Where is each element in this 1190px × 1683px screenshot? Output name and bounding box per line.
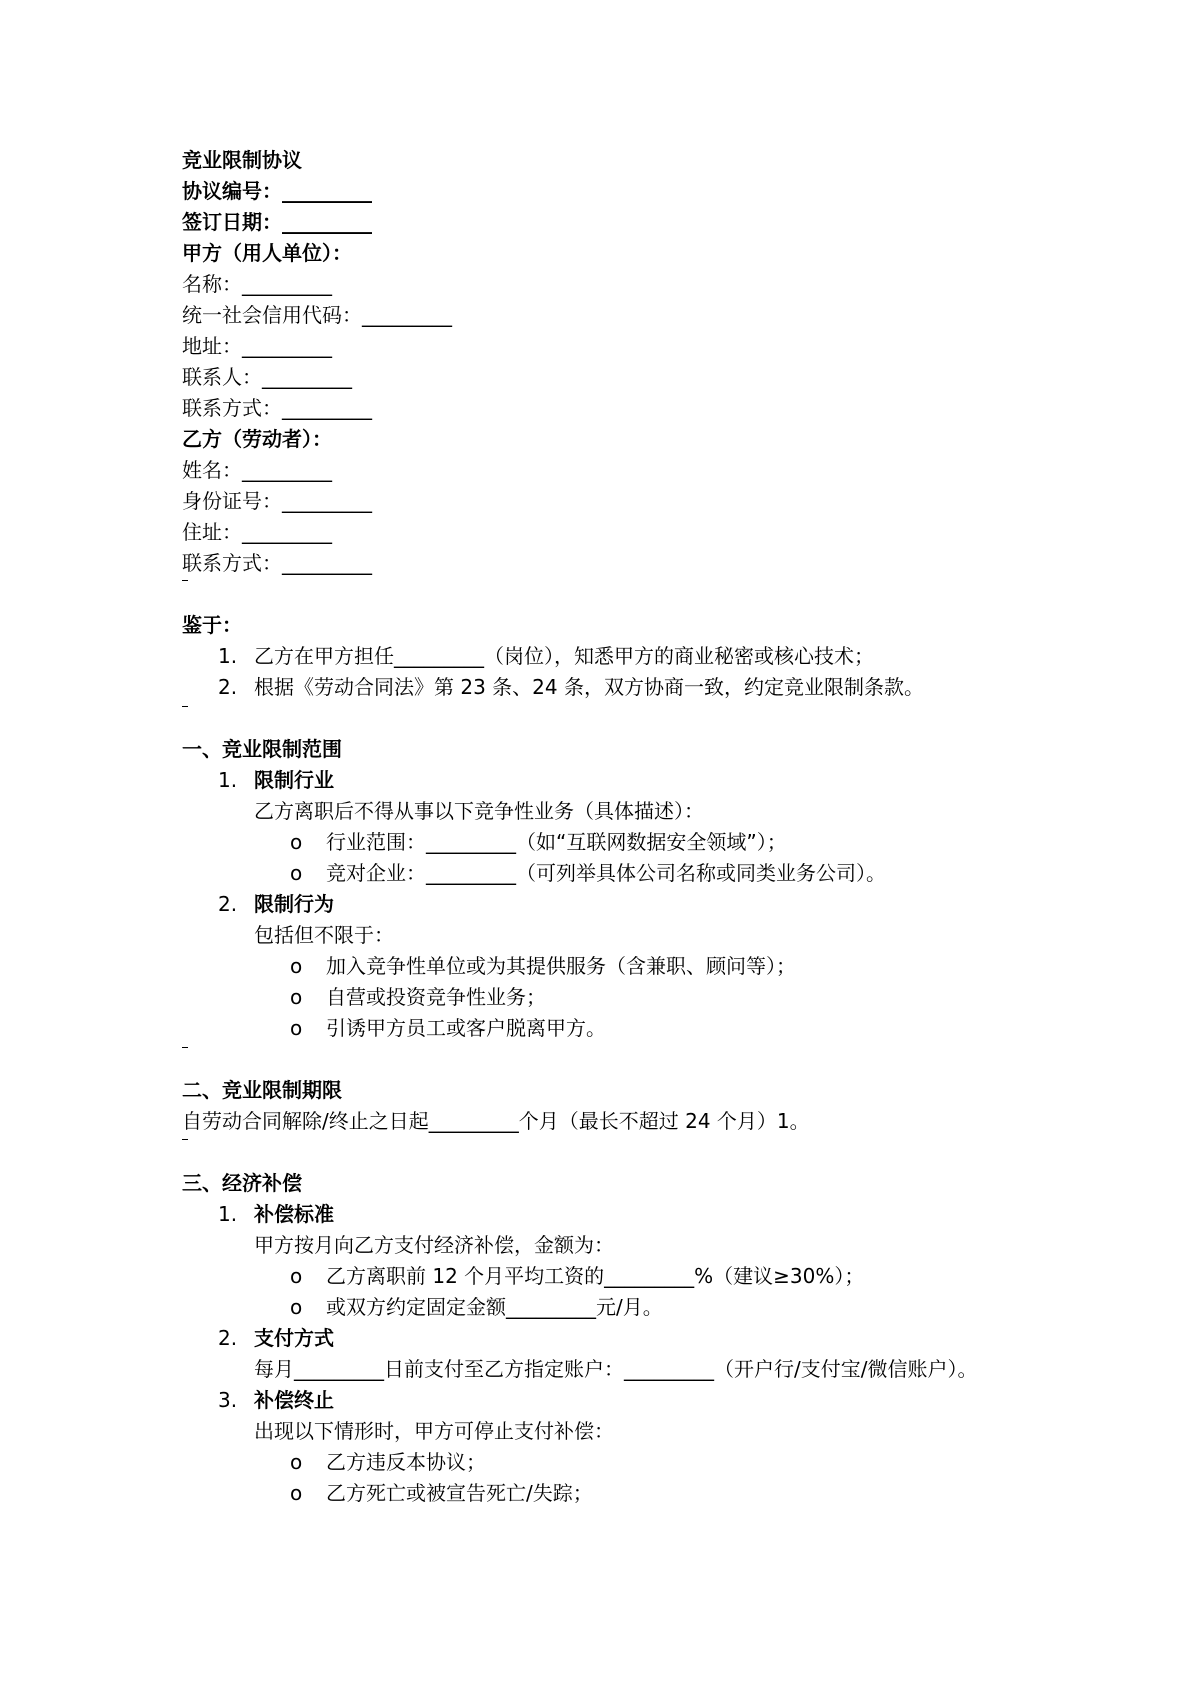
section1-item2-title: 限制行为 [254, 892, 334, 916]
sign-date: 签订日期：_________ [182, 210, 372, 234]
party-b-name: 姓名：_________ [182, 458, 332, 482]
section3-item2-title: 支付方式 [254, 1326, 334, 1350]
bullet-text: 竞对企业：_________（可列举具体公司名称或同类业务公司）。 [326, 861, 886, 885]
party-a-heading: 甲方（用人单位）： [182, 241, 352, 265]
bullet-text: 乙方离职前 12 个月平均工资的_________%（建议≥30%）； [326, 1264, 865, 1288]
agreement-no: 协议编号：_________ [182, 179, 372, 203]
bullet-text: 或双方约定固定金额_________元/月。 [326, 1295, 663, 1319]
section3-heading: 三、经济补偿 [182, 1171, 302, 1195]
whereas-item-text: 乙方在甲方担任_________（岗位），知悉甲方的商业秘密或核心技术； [254, 644, 874, 668]
section3-item1-desc: 甲方按月向乙方支付经济补偿，金额为： [254, 1233, 614, 1257]
party-a-contact-person: 联系人：_________ [182, 365, 352, 389]
bullet-marker: o [290, 954, 303, 978]
bullet-text: 加入竞争性单位或为其提供服务（含兼职、顾问等）； [326, 954, 796, 978]
party-b-contact: 联系方式：_________ [182, 551, 372, 575]
bullet-marker: o [290, 985, 303, 1009]
paragraph-mark [182, 1047, 188, 1048]
list-number: 2. [218, 675, 238, 699]
bullet-text: 引诱甲方员工或客户脱离甲方。 [326, 1016, 606, 1040]
section2-text: 自劳动合同解除/终止之日起_________个月（最长不超过 24 个月）1。 [182, 1109, 810, 1133]
party-b-address: 住址：_________ [182, 520, 332, 544]
bullet-text: 自营或投资竞争性业务； [326, 985, 546, 1009]
paragraph-mark [182, 1139, 188, 1140]
paragraph-mark [182, 580, 188, 581]
list-number: 1. [218, 644, 238, 668]
party-a-credit-code: 统一社会信用代码：_________ [182, 303, 452, 327]
list-number: 1. [218, 1202, 238, 1226]
paragraph-mark [182, 706, 188, 707]
section3-item2-desc: 每月_________日前支付至乙方指定账户：_________（开户行/支付宝/微信账户）。 [254, 1357, 978, 1381]
list-number: 3. [218, 1388, 238, 1412]
section2-heading: 二、竞业限制期限 [182, 1078, 342, 1102]
bullet-marker: o [290, 1481, 303, 1505]
bullet-marker: o [290, 830, 303, 854]
party-a-contact: 联系方式：_________ [182, 396, 372, 420]
list-number: 1. [218, 768, 238, 792]
bullet-text: 行业范围：_________（如“互联网数据安全领域”）； [326, 830, 787, 854]
section1-item2-desc: 包括但不限于： [254, 923, 394, 947]
bullet-marker: o [290, 1450, 303, 1474]
bullet-marker: o [290, 1295, 303, 1319]
bullet-text: 乙方违反本协议； [326, 1450, 486, 1474]
doc-title: 竞业限制协议 [182, 148, 302, 172]
whereas-heading: 鉴于： [182, 613, 242, 637]
section1-item1-desc: 乙方离职后不得从事以下竞争性业务（具体描述）： [254, 799, 704, 823]
party-b-heading: 乙方（劳动者）： [182, 427, 332, 451]
bullet-marker: o [290, 1264, 303, 1288]
party-b-id-no: 身份证号：_________ [182, 489, 372, 513]
section3-item3-desc: 出现以下情形时，甲方可停止支付补偿： [254, 1419, 614, 1443]
list-number: 2. [218, 892, 238, 916]
section1-item1-title: 限制行业 [254, 768, 334, 792]
bullet-marker: o [290, 861, 303, 885]
party-a-name: 名称：_________ [182, 272, 332, 296]
party-a-address: 地址：_________ [182, 334, 332, 358]
section1-heading: 一、竞业限制范围 [182, 737, 342, 761]
list-number: 2. [218, 1326, 238, 1350]
bullet-marker: o [290, 1016, 303, 1040]
section3-item3-title: 补偿终止 [254, 1388, 334, 1412]
section3-item1-title: 补偿标准 [254, 1202, 334, 1226]
whereas-item-text: 根据《劳动合同法》第 23 条、24 条，双方协商一致，约定竞业限制条款。 [254, 675, 924, 699]
bullet-text: 乙方死亡或被宣告死亡/失踪； [326, 1481, 593, 1505]
